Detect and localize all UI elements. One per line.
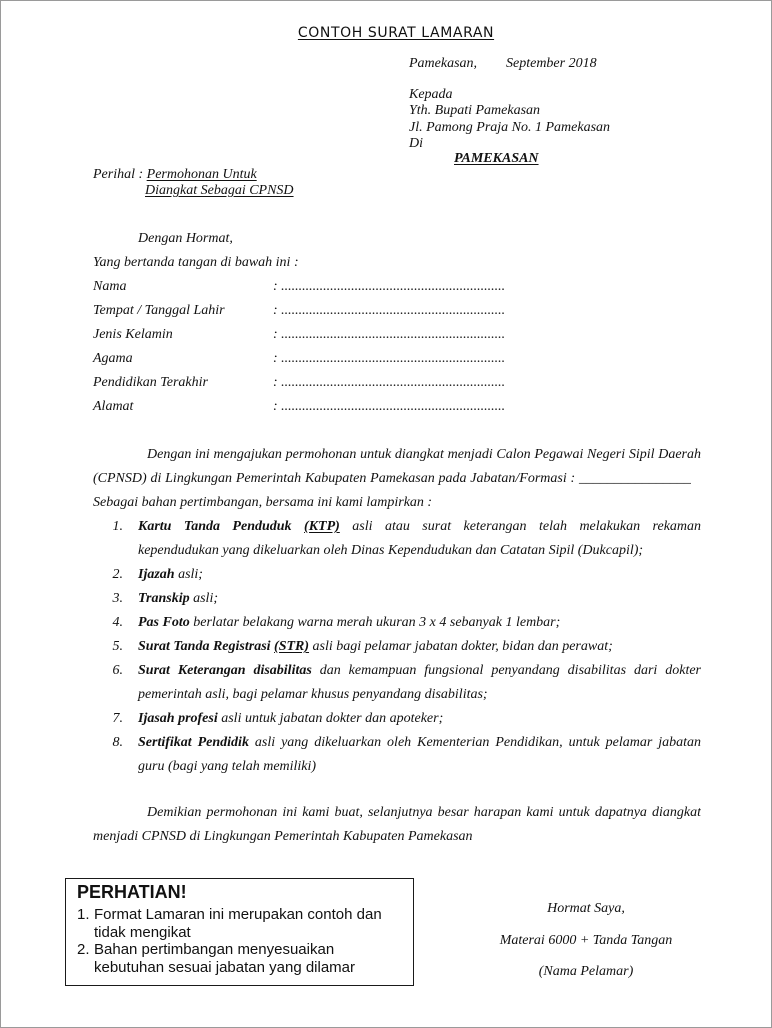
- recipient-address: Jl. Pamong Praja No. 1 Pamekasan: [409, 120, 611, 135]
- field-row-agama: [93, 347, 533, 371]
- signature-name: (Nama Pelamar): [538, 964, 634, 979]
- field-label: Alamat: [93, 399, 134, 414]
- body-line-1: Dengan ini mengajukan permohonan untuk diangkat menjadi Calon Pegawai Negeri Sipil Daerah: [147, 447, 701, 462]
- notice-item-number: 1.: [77, 906, 90, 923]
- letter-place: Pamekasan,: [409, 56, 478, 71]
- item-number: 8.: [112, 735, 123, 750]
- item-text: asli atau surat keterangan telah melakukan rekaman: [352, 519, 701, 534]
- subject-line-2: Diangkat Sebagai CPNSD: [145, 183, 294, 198]
- applicant-fields: [93, 275, 533, 419]
- field-blank: : ................................................................: [273, 303, 506, 318]
- attachment-item-disabilitas: [1, 659, 772, 707]
- notice-item-continuation: kebutuhan sesuai jabatan yang dilamar: [94, 958, 356, 976]
- item-title: Kartu Tanda Penduduk: [138, 519, 292, 534]
- item-text: dan kemampuan fungsional penyandang disabilitas dari dokter: [319, 663, 701, 678]
- item-abbreviation: (STR): [274, 639, 310, 654]
- notice-item-text: Bahan pertimbangan menyesuaikan: [94, 941, 335, 958]
- item-text: asli;: [178, 567, 203, 582]
- item-number: 4.: [112, 615, 123, 630]
- field-label: Pendidikan Terakhir: [93, 375, 208, 390]
- attachment-item-ijasah-profesi: [1, 707, 772, 731]
- recipient-name: Yth. Bupati Pamekasan: [409, 103, 541, 118]
- item-continuation: kependudukan yang dikeluarkan oleh Dinas Kependudukan dan Catatan Sipil (Dukcapil);: [138, 543, 644, 558]
- item-title: Ijazah: [138, 567, 175, 582]
- item-number: 1.: [112, 519, 123, 534]
- document-title: CONTOH SURAT LAMARAN: [297, 25, 495, 41]
- closing-paragraph: [1, 801, 772, 849]
- signature-stamp: Materai 6000 + Tanda Tangan: [499, 933, 673, 948]
- item-line: [138, 635, 701, 659]
- attachment-item-ijazah: [1, 563, 772, 587]
- field-row-nama: [93, 275, 533, 299]
- item-title: Ijasah profesi: [138, 711, 218, 726]
- item-title: Sertifikat Pendidik: [138, 735, 249, 750]
- attachment-item-sertifikat: [1, 731, 772, 779]
- letter-date: September 2018: [506, 56, 597, 71]
- attachment-item-pas-foto: [1, 611, 772, 635]
- field-blank: : ................................................................: [273, 399, 506, 414]
- greeting: Dengan Hormat,: [138, 231, 233, 246]
- field-blank: : ................................................................: [273, 375, 506, 390]
- field-row-jenis-kelamin: [93, 323, 533, 347]
- notice-item-text: Format Lamaran ini merupakan contoh dan: [94, 906, 382, 923]
- field-label: Nama: [93, 279, 127, 294]
- item-number: 6.: [112, 663, 123, 678]
- item-line: [138, 731, 701, 755]
- item-number: 7.: [112, 711, 123, 726]
- recipient-di: Di: [409, 136, 423, 151]
- field-blank: : ................................................................: [273, 351, 506, 366]
- attachment-item-str: [1, 635, 772, 659]
- body-line-2: [93, 467, 691, 491]
- item-text: asli yang dikeluarkan oleh Kementerian Pendidikan, untuk pelamar jabatan: [254, 735, 701, 750]
- field-row-pendidikan-terakhir: [93, 371, 533, 395]
- notice-title: PERHATIAN!: [77, 882, 187, 902]
- item-abbreviation: (KTP): [304, 519, 340, 534]
- attachment-item-ktp: [1, 515, 772, 563]
- item-title: Surat Keterangan disabilitas: [138, 663, 312, 678]
- field-label: Agama: [93, 351, 133, 366]
- closing-line-1: Demikian permohonan ini kami buat, selanjutnya besar harapan kami untuk dapatnya diangkat: [147, 805, 701, 820]
- item-title: Transkip: [138, 591, 190, 606]
- intro-text: Yang bertanda tangan di bawah ini :: [93, 255, 299, 270]
- item-continuation: guru (bagi yang telah memiliki): [138, 759, 317, 774]
- notice-item: [77, 906, 382, 924]
- recipient-city: PAMEKASAN: [454, 151, 539, 166]
- item-title: Surat Tanda Registrasi: [138, 639, 271, 654]
- body-line-3: Sebagai bahan pertimbangan, bersama ini kami lampirkan :: [93, 495, 433, 510]
- item-line: [138, 563, 701, 587]
- field-blank: : ................................................................: [273, 279, 506, 294]
- field-row-tempat-tanggal-lahir: [93, 299, 533, 323]
- field-label: Tempat / Tanggal Lahir: [93, 303, 225, 318]
- item-text: asli;: [193, 591, 218, 606]
- body-line-2-text: (CPNSD) di Lingkungan Pemerintah Kabupaten Pamekasan pada Jabatan/Formasi :: [93, 471, 576, 486]
- subject-label: Perihal :: [93, 167, 144, 182]
- closing-line-2: menjadi CPNSD di Lingkungan Pemerintah Kabupaten Pamekasan: [93, 829, 473, 844]
- notice-item: [77, 941, 382, 959]
- attachment-item-transkip: [1, 587, 772, 611]
- notice-item-continuation: tidak mengikat: [94, 923, 191, 941]
- item-line: [138, 611, 701, 635]
- field-label: Jenis Kelamin: [93, 327, 173, 342]
- item-continuation: pemerintah asli, bagi pelamar khusus penyandang disabilitas;: [138, 687, 488, 702]
- notice-box: [65, 878, 414, 986]
- item-number: 5.: [112, 639, 123, 654]
- item-text: berlatar belakang warna merah ukuran 3 x 4 sebanyak 1 lembar;: [193, 615, 561, 630]
- item-title: Pas Foto: [138, 615, 190, 630]
- subject-line-1: [93, 167, 257, 183]
- item-line: [138, 587, 701, 611]
- notice-list: [77, 906, 382, 976]
- item-text: asli bagi pelamar jabatan dokter, bidan dan perawat;: [312, 639, 613, 654]
- position-blank: ________________: [579, 471, 691, 486]
- item-line: [138, 515, 701, 539]
- item-line: [138, 659, 701, 683]
- item-text: asli untuk jabatan dokter dan apoteker;: [221, 711, 444, 726]
- item-number: 2.: [112, 567, 123, 582]
- recipient-intro: Kepada: [409, 87, 453, 102]
- subject-text-1: Permohonan Untuk: [146, 167, 257, 182]
- attachment-list: [1, 515, 772, 779]
- item-line: [138, 707, 701, 731]
- item-number: 3.: [112, 591, 123, 606]
- field-blank: : ................................................................: [273, 327, 506, 342]
- field-row-alamat: [93, 395, 533, 419]
- signature-closing: Hormat Saya,: [547, 901, 625, 916]
- body-paragraph: [1, 443, 772, 515]
- notice-item-number: 2.: [77, 941, 90, 958]
